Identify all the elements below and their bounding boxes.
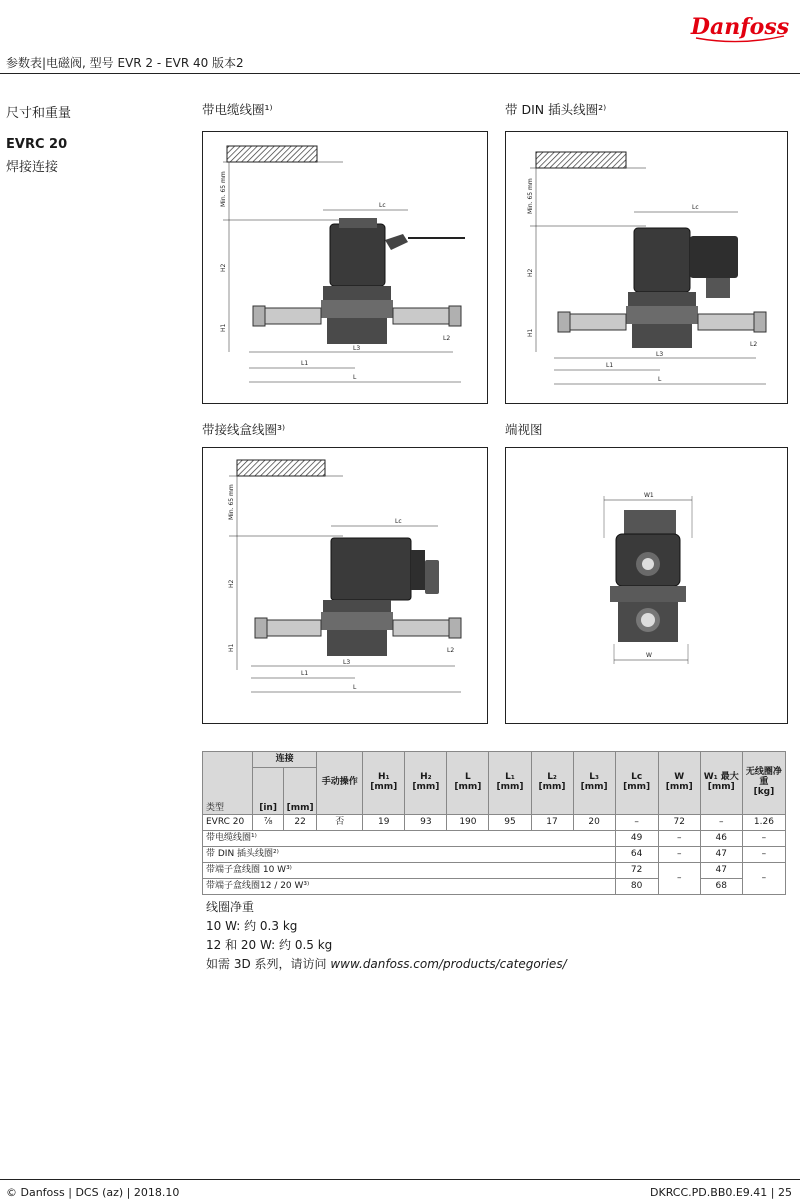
svg-text:L: L (353, 374, 357, 381)
3d-series-link[interactable]: www.danfoss.com/products/categories/ (330, 957, 567, 971)
drawing-din-coil (505, 131, 788, 404)
table-row: EVRC 20 ⁷⁄₈ 22 否 19 93 190 95 17 20 – 72 – 1.26 (203, 815, 786, 831)
header-l1: L₁ [mm] (489, 752, 531, 815)
svg-text:Min. 65 mm: Min. 65 mm (527, 178, 534, 214)
svg-text:H2: H2 (220, 263, 227, 272)
footer-divider (0, 1179, 800, 1180)
drawing-cable-coil (202, 131, 488, 404)
model-subtitle: 焊接连接 (6, 160, 59, 175)
caption-cable-coil: 带电缆线圈¹⁾ (202, 102, 273, 117)
svg-text:Danfoss: Danfoss (690, 14, 790, 40)
header-h1: H₁ [mm] (363, 752, 405, 815)
footer-right: DKRCC.PD.BB0.E9.41 | 25 (650, 1186, 792, 1199)
drawing-terminal-box-coil (202, 447, 488, 724)
document-title: 参数表|电磁阀, 型号 EVR 2 - EVR 40 版本2 (6, 56, 244, 70)
svg-text:L3: L3 (656, 351, 664, 358)
header-lc: Lc [mm] (615, 752, 658, 815)
svg-text:Lc: Lc (379, 202, 386, 209)
header-l: L [mm] (447, 752, 489, 815)
header-mm: [mm] (284, 768, 317, 815)
header-in: [in] (253, 768, 284, 815)
header-connection: 连接 (253, 752, 317, 768)
header-l2: L₂ [mm] (531, 752, 573, 815)
header-w1: W₁ 最大 [mm] (700, 752, 742, 815)
drawing-end-view (505, 447, 788, 724)
svg-text:L1: L1 (606, 362, 614, 369)
header-weight: 无线圈净重 [kg] (742, 752, 785, 815)
svg-text:L1: L1 (301, 360, 309, 367)
header-divider (0, 73, 800, 74)
svg-text:L: L (353, 684, 357, 691)
caption-terminal-box-coil: 带接线盒线圈³⁾ (202, 422, 286, 437)
svg-text:H1: H1 (228, 643, 235, 652)
net-weight-title: 线圈净重 (206, 900, 255, 914)
svg-text:W: W (646, 652, 652, 659)
svg-text:H2: H2 (527, 268, 534, 277)
svg-text:L3: L3 (343, 659, 351, 666)
svg-text:Min. 65 mm: Min. 65 mm (228, 484, 235, 520)
svg-text:L1: L1 (301, 670, 309, 677)
table-row: 带电缆线圈¹⁾ 49 – 46 – (203, 831, 786, 847)
svg-text:H2: H2 (228, 579, 235, 588)
caption-din-coil: 带 DIN 插头线圈²⁾ (505, 102, 607, 117)
svg-text:H1: H1 (220, 323, 227, 332)
svg-text:W1: W1 (644, 492, 654, 499)
svg-text:H1: H1 (527, 328, 534, 337)
header-type: 类型 (203, 752, 253, 815)
header-manual: 手动操作 (317, 752, 363, 815)
svg-text:L: L (658, 376, 662, 383)
net-weight-12-20w: 12 和 20 W: 约 0.5 kg (206, 938, 333, 952)
header-l3: L₃ [mm] (573, 752, 615, 815)
3d-series-note: 如需 3D 系列，请访问 www.danfoss.com/products/categories/ (206, 957, 567, 971)
svg-text:Min. 65 mm: Min. 65 mm (220, 171, 227, 207)
danfoss-logo (690, 8, 790, 44)
svg-text:Lc: Lc (692, 204, 699, 211)
svg-text:L2: L2 (750, 341, 758, 348)
table-row: 带 DIN 插头线圈²⁾ 64 – 47 – (203, 847, 786, 863)
footer-left: © Danfoss | DCS (az) | 2018.10 (6, 1186, 180, 1199)
caption-end-view: 端视图 (505, 422, 543, 437)
svg-text:Lc: Lc (395, 518, 402, 525)
table-row: 带端子盒线圈 10 W³⁾ 72 – 47 – (203, 863, 786, 879)
header-h2: H₂ [mm] (405, 752, 447, 815)
spec-table (202, 751, 786, 895)
section-title: 尺寸和重量 (6, 106, 72, 121)
svg-text:L2: L2 (447, 647, 455, 654)
header-w: W [mm] (658, 752, 700, 815)
svg-text:L3: L3 (353, 345, 361, 352)
net-weight-10w: 10 W: 约 0.3 kg (206, 919, 298, 933)
table-header-row (203, 752, 786, 768)
svg-text:L2: L2 (443, 335, 451, 342)
model-name: EVRC 20 (6, 137, 68, 152)
table-row: 带端子盒线圈12 / 20 W³⁾ 80 68 (203, 879, 786, 895)
